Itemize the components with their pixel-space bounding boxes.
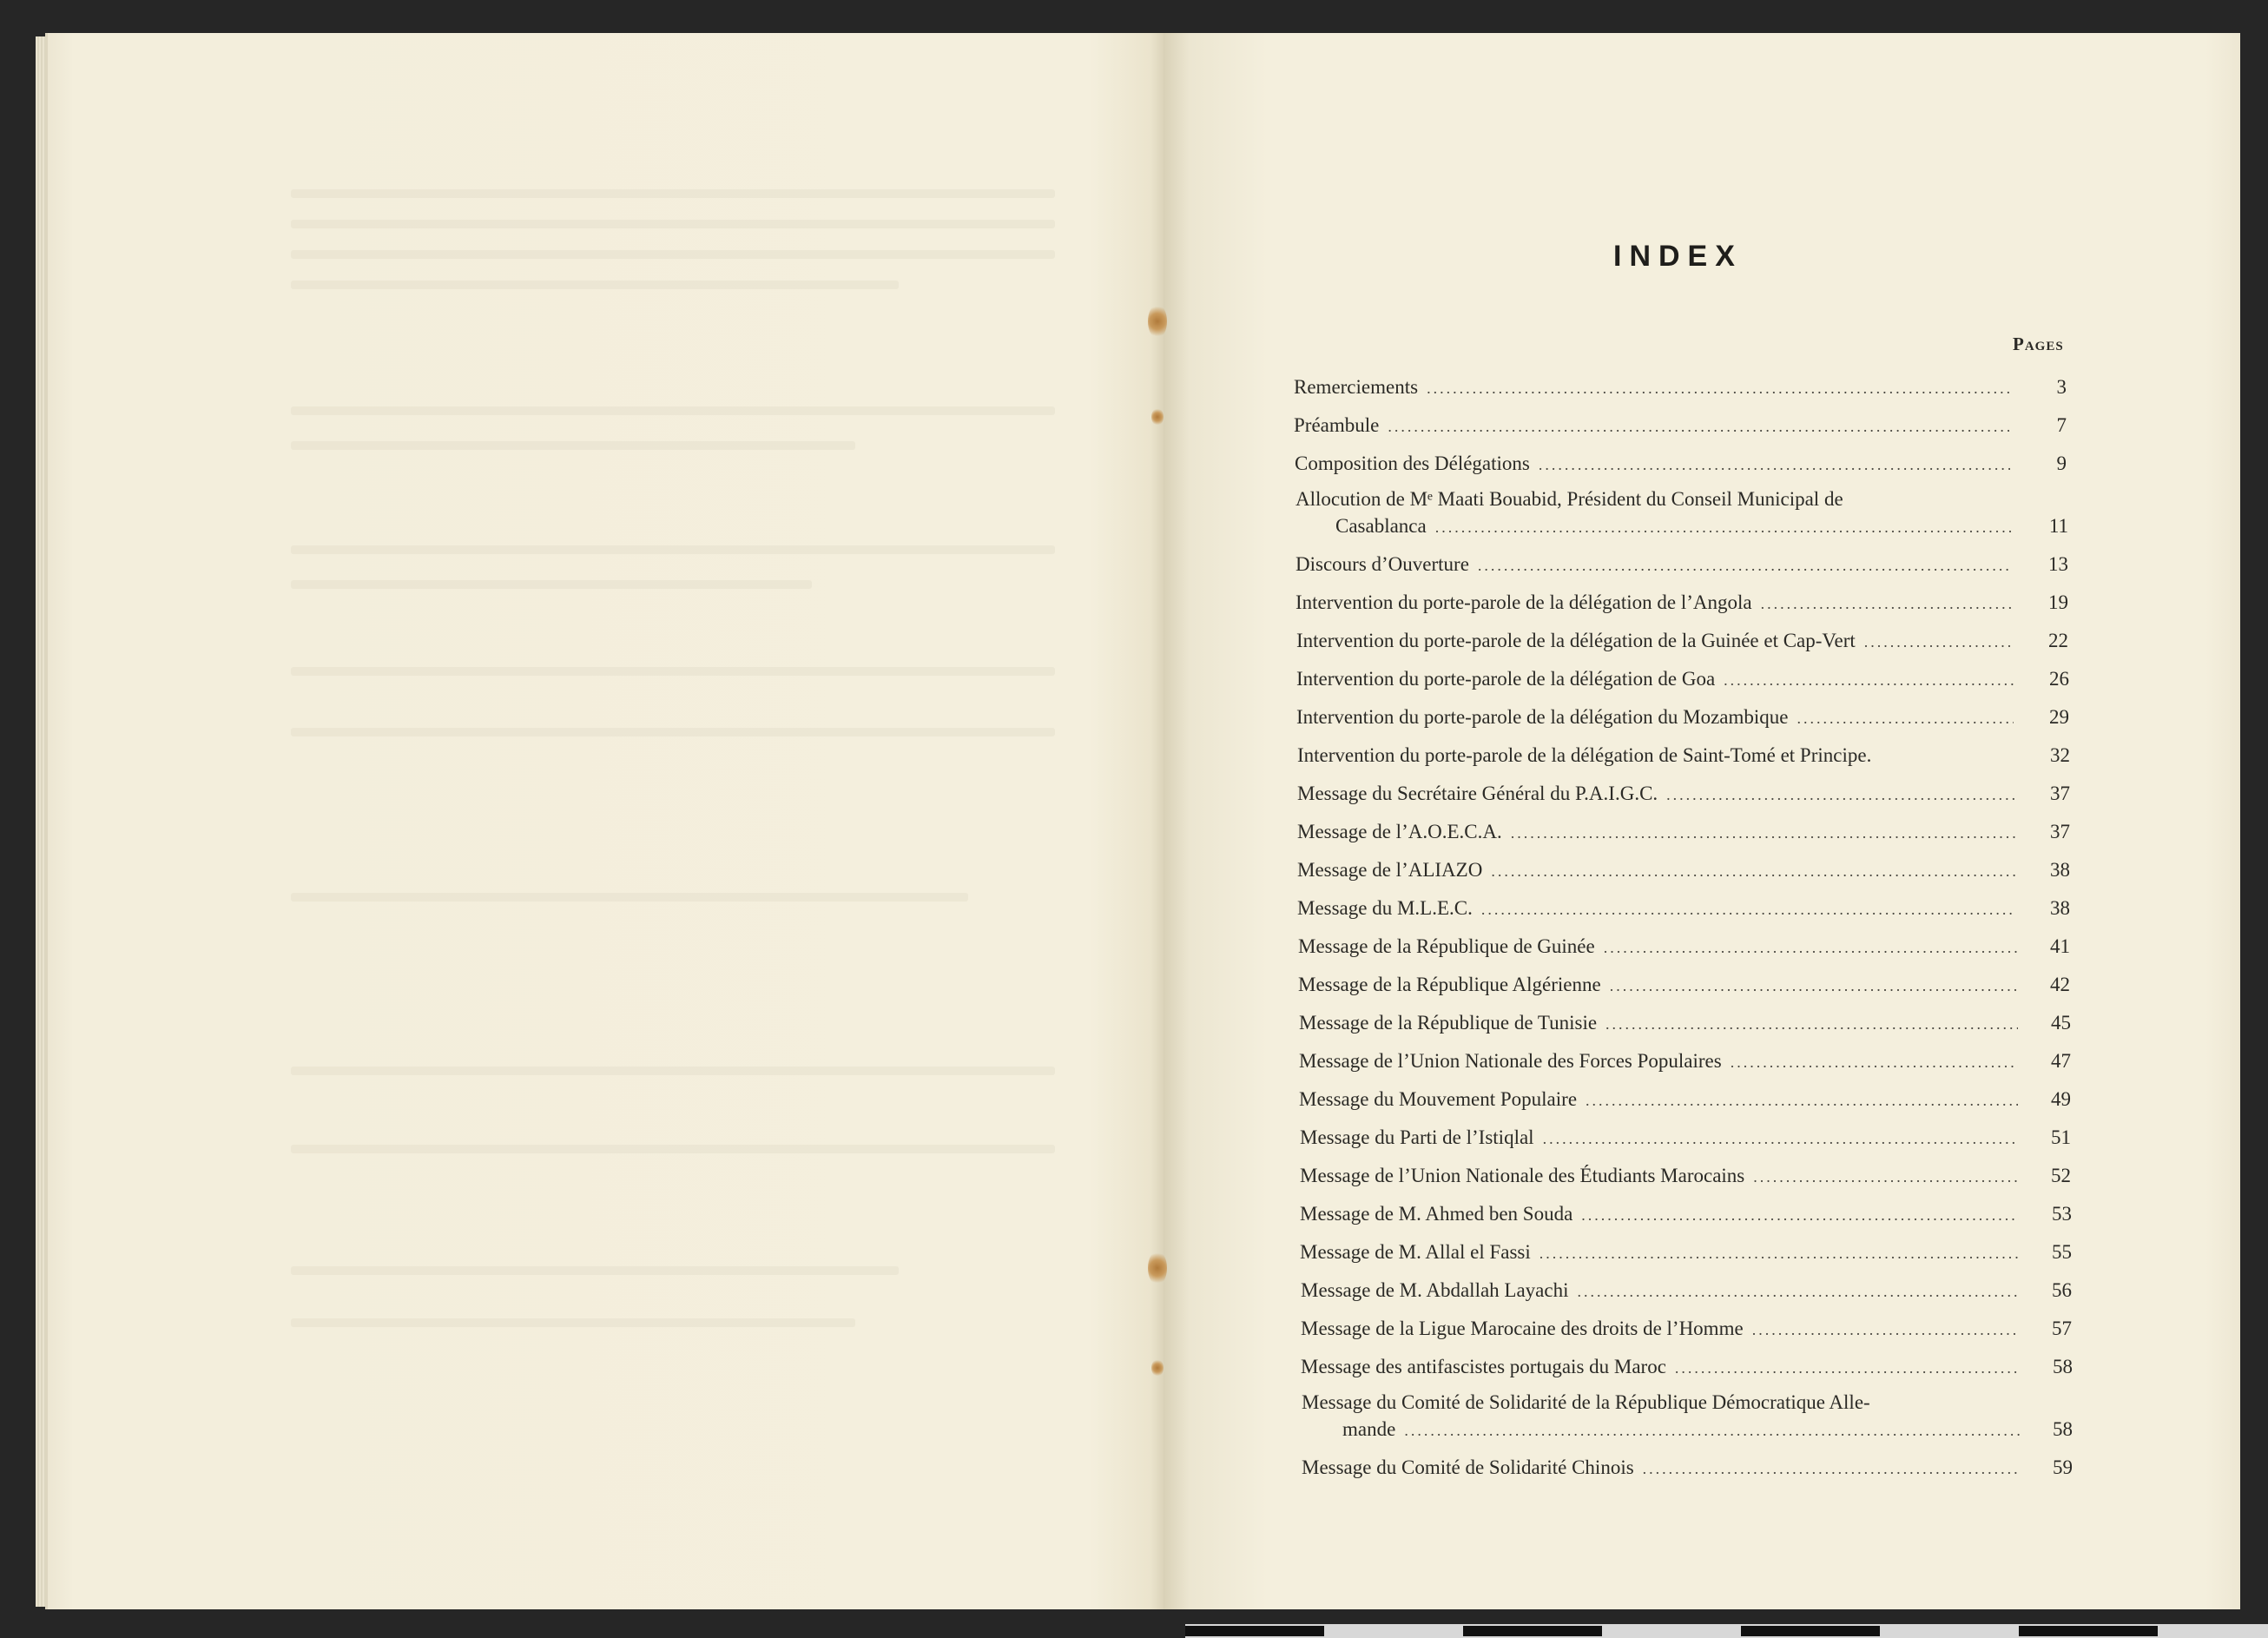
entry-page-number	[2027, 1087, 2071, 1112]
entry-label: Message des antifascistes portugais du Maroc	[1301, 1356, 1666, 1377]
entry-page-number	[2027, 1126, 2071, 1150]
bleed-through-line	[291, 667, 1055, 676]
bleed-through-line	[291, 1318, 855, 1327]
ruler-segment	[2019, 1626, 2158, 1636]
index-entry	[1299, 1011, 2023, 1036]
entry-label: Remerciements	[1294, 376, 1419, 398]
leader-dots	[1388, 414, 2009, 439]
entry-page-number	[2027, 1011, 2071, 1035]
entry-label: Message du Secrétaire Général du P.A.I.G.C.	[1297, 783, 1658, 804]
page-number: 9	[2056, 452, 2067, 474]
entry-page-number	[2027, 896, 2070, 921]
entry-label: Intervention du porte-parole de la délégation de l’Angola	[1296, 591, 1752, 613]
entry-label: Intervention du porte-parole de la délégation de Goa	[1296, 668, 1716, 690]
rust-stain	[1148, 304, 1167, 339]
entry-page-number	[2027, 820, 2070, 844]
leader-dots	[1543, 1126, 2019, 1151]
page-number: 13	[2048, 553, 2068, 575]
page-number: 29	[2049, 706, 2069, 728]
entry-page-number	[2027, 858, 2070, 882]
leader-dots	[1435, 515, 2011, 539]
index-entry	[1297, 782, 2021, 807]
entry-label: Message de la République de Guinée	[1298, 935, 1595, 957]
entry-label: Composition des Délégations	[1295, 452, 1530, 474]
entry-label: Message du Comité de Solidarité Chinois	[1302, 1456, 1634, 1478]
index-entry	[1296, 629, 2019, 654]
entry-label: Message du Mouvement Populaire	[1299, 1088, 1578, 1110]
leader-dots	[1481, 897, 2016, 921]
entry-label: Message de l’A.O.E.C.A.	[1297, 821, 1502, 842]
entry-page-number	[2026, 667, 2069, 691]
leader-dots	[1731, 1050, 2018, 1074]
index-entry	[1296, 705, 2019, 730]
leader-dots	[1752, 1318, 2020, 1342]
leader-dots	[1724, 668, 2014, 692]
page-number: 19	[2048, 591, 2068, 613]
page-number: 37	[2050, 783, 2070, 804]
page-number: 52	[2051, 1165, 2071, 1186]
index-entry	[1295, 452, 2015, 477]
rust-stain	[1151, 408, 1164, 426]
ruler-segment	[1463, 1626, 1602, 1636]
entry-label: Intervention du porte-parole de la délégation de Saint-Tomé et Principe.	[1297, 744, 1872, 766]
index-entry	[1301, 1278, 2025, 1304]
page-number: 58	[2053, 1418, 2073, 1440]
leader-dots	[1427, 376, 2009, 400]
entry-page-number	[2027, 973, 2070, 997]
index-entry	[1301, 1317, 2025, 1342]
index-entry	[1302, 1456, 2026, 1481]
index-entry	[1335, 514, 2016, 539]
entry-page-number	[2029, 1417, 2073, 1442]
index-entry	[1297, 858, 2021, 883]
bleed-through-line	[291, 189, 1055, 198]
entry-label-line1: Message du Comité de Solidarité de la République Démocratique Alle-	[1302, 1391, 1870, 1413]
page-number: 22	[2048, 630, 2068, 651]
page-number: 49	[2051, 1088, 2071, 1110]
leader-dots	[1864, 630, 2014, 654]
leader-dots	[1666, 783, 2016, 807]
ruler-segment	[1741, 1626, 1880, 1636]
index-entry	[1299, 1049, 2023, 1074]
leader-dots	[1675, 1356, 2020, 1380]
entry-label: Message du Parti de l’Istiqlal	[1300, 1126, 1534, 1148]
page-number: 11	[2048, 515, 2068, 537]
page-number: 58	[2053, 1356, 2073, 1377]
entry-page-number	[2028, 1317, 2072, 1341]
bleed-through-line	[291, 545, 1055, 554]
index-entry	[1297, 743, 2021, 768]
entry-page-number	[2023, 413, 2067, 438]
page-number: 41	[2050, 935, 2070, 957]
leader-dots	[1604, 935, 2017, 960]
ruler-segment	[1185, 1626, 1324, 1636]
entry-page-number	[2025, 552, 2068, 577]
page-number: 45	[2051, 1012, 2071, 1034]
leader-dots	[1761, 591, 2013, 616]
index-entry	[1296, 552, 2016, 578]
entry-label: Casablanca	[1335, 515, 1427, 537]
entry-page-number	[2027, 935, 2070, 959]
entry-label: Préambule	[1294, 414, 1380, 436]
entry-page-number	[2025, 514, 2068, 538]
page-number: 51	[2051, 1126, 2071, 1148]
entry-page-number	[2026, 705, 2069, 730]
page-number: 7	[2056, 414, 2067, 436]
page-number: 38	[2050, 897, 2070, 919]
index-entry	[1300, 1164, 2024, 1189]
leader-dots	[1404, 1418, 2020, 1443]
entry-label: Message de la République de Tunisie	[1299, 1012, 1598, 1034]
leader-dots	[1491, 859, 2016, 883]
bleed-through-line	[291, 441, 855, 450]
entry-page-number	[2029, 1355, 2073, 1379]
entry-page-number	[2027, 782, 2070, 806]
index-entry	[1298, 973, 2022, 998]
entry-page-number	[2028, 1278, 2072, 1303]
rust-stain	[1148, 1251, 1167, 1285]
index-entry	[1299, 1087, 2023, 1113]
entry-label-line1: Allocution de Mᵉ Maati Bouabid, Président du Conseil Municipal de	[1296, 488, 1843, 510]
entry-page-number	[2023, 452, 2067, 476]
entry-label: Message de M. Abdallah Layachi	[1301, 1279, 1569, 1301]
entry-page-number	[2028, 1202, 2072, 1226]
leader-dots	[1753, 1165, 2019, 1189]
entry-page-number	[2025, 591, 2068, 615]
page-number: 56	[2052, 1279, 2072, 1301]
entry-label: Message de M. Ahmed ben Souda	[1300, 1203, 1573, 1225]
entry-page-number	[2025, 629, 2068, 653]
index-title: INDEX	[1613, 240, 1743, 273]
index-entry	[1296, 591, 2018, 616]
bleed-through-line	[291, 281, 899, 289]
page-number: 26	[2049, 668, 2069, 690]
entry-label: Message de la Ligue Marocaine des droits de l’Homme	[1301, 1318, 1744, 1339]
bleed-through-line	[291, 893, 968, 902]
pages-column-heading: Pages	[2013, 334, 2064, 354]
page-number: 32	[2050, 744, 2070, 766]
entry-label: Message de l’Union Nationale des Étudiants Marocains	[1300, 1165, 1745, 1186]
entry-page-number	[2027, 743, 2070, 768]
index-entry	[1300, 1240, 2024, 1265]
index-entry	[1298, 935, 2022, 960]
leader-dots	[1797, 706, 2014, 730]
entry-label: mande	[1342, 1418, 1396, 1440]
entry-page-number	[2027, 1164, 2071, 1188]
bleed-through-line	[291, 1067, 1055, 1075]
leader-dots	[1478, 553, 2011, 578]
index-entry	[1294, 375, 2014, 400]
entry-label: Intervention du porte-parole de la délégation du Mozambique	[1296, 706, 1789, 728]
leader-dots	[1539, 452, 2010, 477]
entry-label: Message de l’ALIAZO	[1297, 859, 1483, 881]
entry-page-number	[2029, 1456, 2073, 1480]
scan-ruler	[1185, 1624, 2268, 1638]
leader-dots	[1511, 821, 2016, 845]
entry-label: Intervention du porte-parole de la délégation de la Guinée et Cap-Vert	[1296, 630, 1856, 651]
leader-dots	[1578, 1279, 2021, 1304]
page-number: 53	[2052, 1203, 2072, 1225]
index-entry	[1297, 896, 2021, 921]
index-entry	[1294, 413, 2014, 439]
leader-dots	[1539, 1241, 2019, 1265]
entry-page-number	[2027, 1049, 2071, 1073]
leader-dots	[1610, 974, 2017, 998]
page-number: 37	[2050, 821, 2070, 842]
page-number: 47	[2051, 1050, 2071, 1072]
bleed-through-line	[291, 580, 812, 589]
entry-page-number	[2028, 1240, 2072, 1265]
index-entry	[1300, 1202, 2024, 1227]
entry-label: Message du M.L.E.C.	[1297, 897, 1473, 919]
page-number: 42	[2050, 974, 2070, 995]
entry-page-number	[2023, 375, 2067, 400]
page-number: 59	[2053, 1456, 2073, 1478]
index-entry	[1297, 820, 2021, 845]
leader-dots	[1581, 1203, 2019, 1227]
page-number: 3	[2056, 376, 2067, 398]
leader-dots	[1643, 1456, 2021, 1481]
bleed-through-line	[291, 728, 1055, 736]
entry-label: Message de M. Allal el Fassi	[1300, 1241, 1531, 1263]
bleed-through-line	[291, 1266, 899, 1275]
bleed-through-line	[291, 1145, 1055, 1153]
entry-label: Message de la République Algérienne	[1298, 974, 1601, 995]
index-entry	[1342, 1417, 2025, 1443]
bleed-through-line	[291, 250, 1055, 259]
entry-label: Discours d’Ouverture	[1296, 553, 1469, 575]
bleed-through-line	[291, 406, 1055, 415]
entry-label: Message de l’Union Nationale des Forces Populaires	[1299, 1050, 1722, 1072]
index-entry	[1296, 667, 2019, 692]
leader-dots	[1605, 1012, 2018, 1036]
index-entry	[1301, 1355, 2025, 1380]
left-page-blank	[45, 33, 1166, 1609]
leader-dots	[1586, 1088, 2018, 1113]
page-number: 38	[2050, 859, 2070, 881]
index-entry	[1300, 1126, 2024, 1151]
bleed-through-line	[291, 220, 1055, 228]
page-number: 55	[2052, 1241, 2072, 1263]
rust-stain	[1151, 1359, 1164, 1377]
page-number: 57	[2052, 1318, 2072, 1339]
